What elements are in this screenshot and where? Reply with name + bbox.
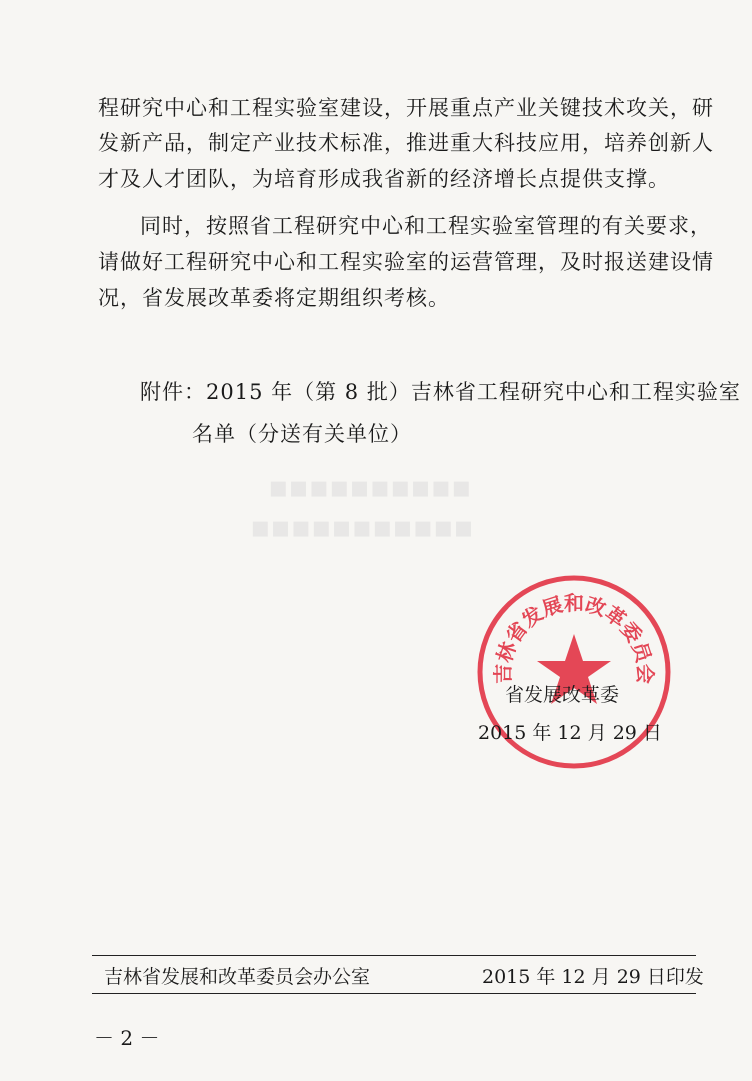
bleed-through-text: ▪▪▪▪▪▪▪▪▪▪▪ bbox=[250, 510, 474, 545]
body-line: 发新产品，制定产业技术标准，推进重大科技应用，培养创新人 bbox=[98, 131, 714, 155]
footer-issuer: 吉林省发展和改革委员会办公室 bbox=[104, 966, 371, 988]
bleed-through-text: ▪▪▪▪▪▪▪▪▪▪ bbox=[268, 470, 472, 505]
attachment-line: 名单（分送有关单位） bbox=[192, 422, 412, 446]
body-line: 才及人才团队，为培育形成我省新的经济增长点提供支撑。 bbox=[98, 167, 670, 191]
signature-date: 2015 年 12 月 29 日 bbox=[478, 722, 662, 744]
footer-rule-bottom bbox=[92, 993, 696, 994]
footer-rule-top bbox=[92, 955, 696, 956]
page-number: － 2 － bbox=[94, 1026, 160, 1050]
seal-text: 吉林省发展和改革委员会 bbox=[490, 591, 658, 684]
body-line: 况，省发展改革委将定期组织考核。 bbox=[98, 286, 450, 310]
footer-print-date: 2015 年 12 月 29 日印发 bbox=[482, 966, 704, 988]
signature-org: 省发展改革委 bbox=[505, 684, 620, 706]
body-line: 程研究中心和工程实验室建设，开展重点产业关键技术攻关，研 bbox=[98, 96, 714, 120]
body-line: 同时，按照省工程研究中心和工程实验室管理的有关要求， bbox=[140, 214, 712, 238]
attachment-line: 附件：2015 年（第 8 批）吉林省工程研究中心和工程实验室 bbox=[140, 380, 741, 404]
body-line: 请做好工程研究中心和工程实验室的运营管理，及时报送建设情 bbox=[98, 250, 714, 274]
